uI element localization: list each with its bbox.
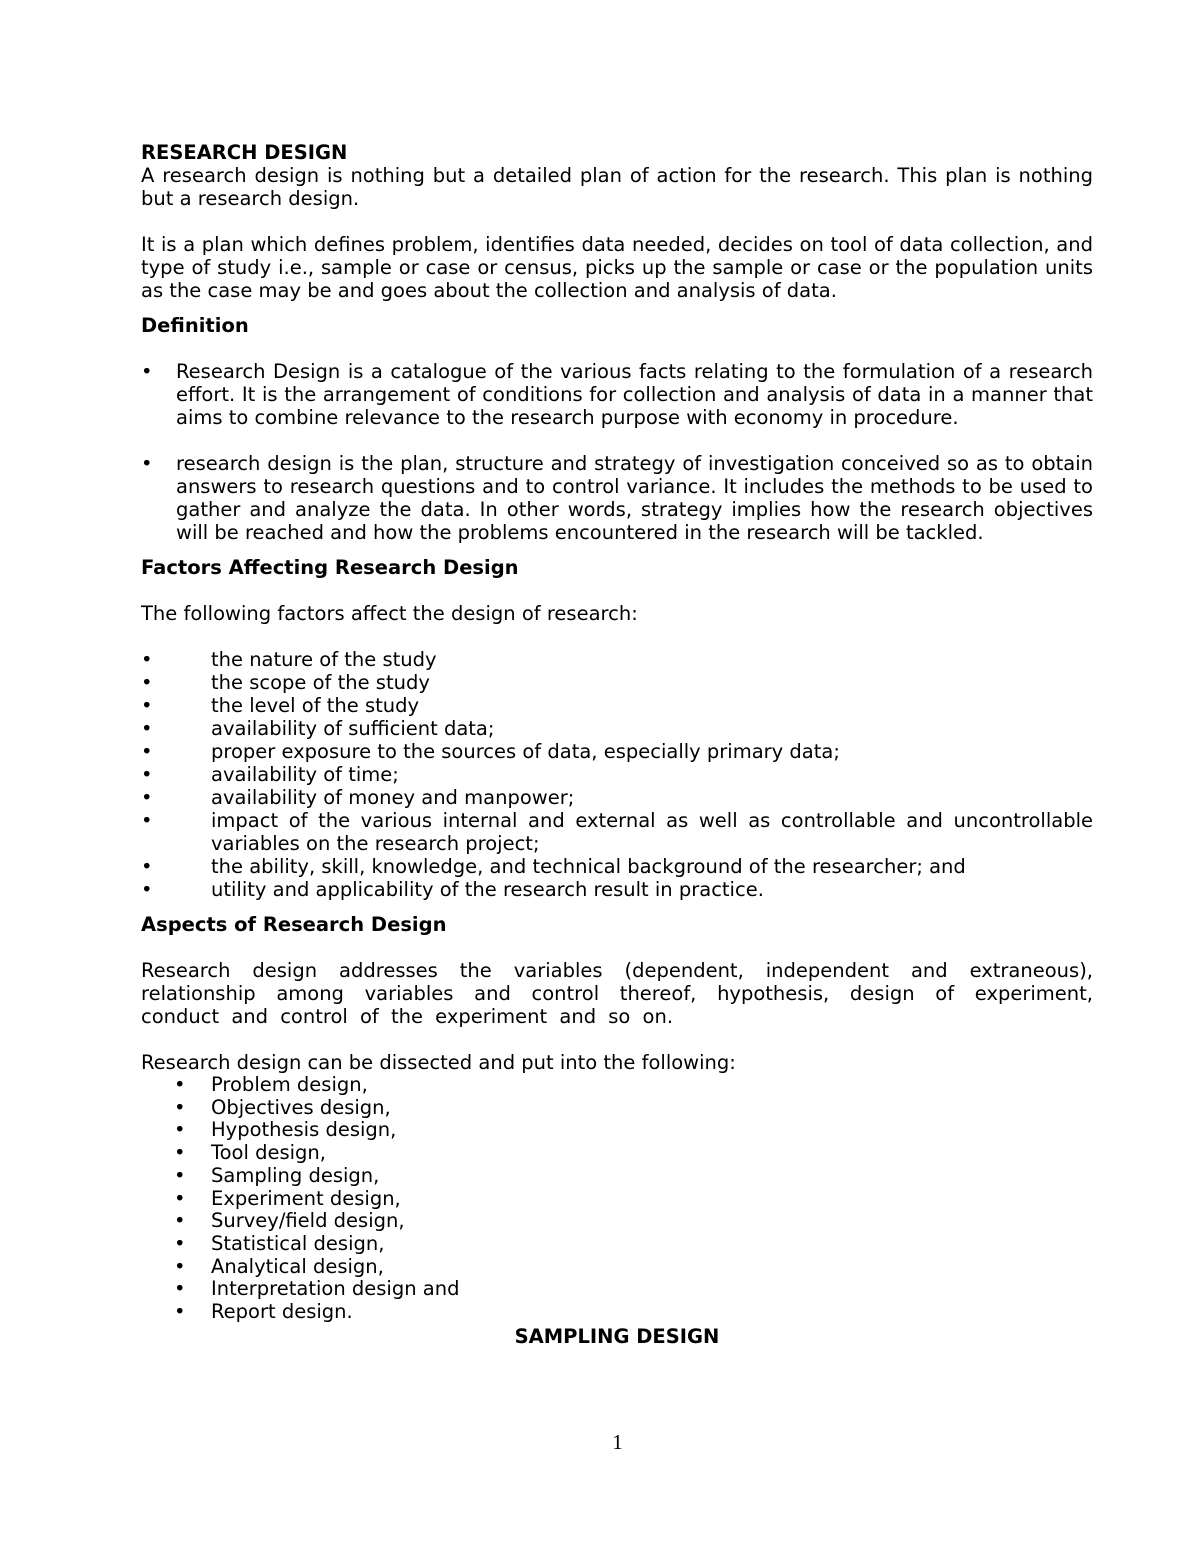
list-item [141,671,1093,694]
list-item [141,1210,1093,1233]
list-item [141,1188,1093,1211]
list-item [141,809,1093,855]
intro-paragraph-1: A research design is nothing but a detailed plan of action for the research. This plan is nothing but a research design. [141,164,1093,210]
factors-heading: Factors Affecting Research Design [141,556,519,579]
list-item [141,452,1093,544]
bullet-icon: • [174,1141,186,1165]
aspect-text: Experiment design, [211,1186,401,1210]
aspect-text: Statistical design, [211,1231,385,1255]
aspects-paragraph: Research design addresses the variables (dependent, independent and extraneous), relationship among variables and control thereof, hypothesis, design of experiment, conduct and control of the experiment and so on. [141,959,1093,1028]
list-item [141,1233,1093,1256]
list-item [141,1074,1093,1097]
bullet-icon: • [141,648,153,671]
document-page [141,141,1093,1348]
aspect-text: Interpretation design and [211,1277,460,1301]
definition-heading: Definition [141,314,249,337]
list-item [141,1142,1093,1165]
aspects-heading: Aspects of Research Design [141,913,447,936]
definition-text: Research Design is a catalogue of the various facts relating to the formulation of a research effort. It is the arrangement of conditions for collection and analysis of data in a manner that aims to combine relevance to the research purpose with economy in procedure. [176,360,1093,429]
factor-text: availability of sufficient data; [211,717,495,740]
factor-text: utility and applicability of the research result in practice. [211,878,764,901]
list-item [141,1165,1093,1188]
bullet-icon: • [174,1186,186,1210]
bullet-icon: • [174,1118,186,1142]
factor-text: the nature of the study [211,648,437,671]
bullet-icon: • [174,1095,186,1119]
aspect-text: Objectives design, [211,1095,391,1119]
list-item [141,1119,1093,1142]
bullet-icon: • [141,717,153,740]
aspect-text: Sampling design, [211,1163,380,1187]
bullet-icon: • [141,694,153,717]
bullet-icon: • [174,1073,186,1096]
aspect-text: Survey/field design, [211,1209,405,1233]
bullet-icon: • [174,1209,186,1233]
aspects-lead: Research design can be dissected and put into the following: [141,1051,736,1074]
factors-list [141,648,1093,901]
aspects-list [141,1074,1093,1324]
document-title: RESEARCH DESIGN [141,141,348,164]
list-item [141,740,1093,763]
bullet-icon: • [141,878,153,901]
bullet-icon: • [174,1277,186,1301]
list-item [141,1301,1093,1324]
bullet-icon: • [141,671,153,694]
bullet-icon: • [174,1300,186,1324]
list-item [141,1097,1093,1120]
list-item [141,763,1093,786]
list-item [141,648,1093,671]
bullet-icon: • [141,855,153,878]
factor-text: availability of time; [211,763,399,786]
bullet-icon: • [141,740,153,763]
list-item [141,855,1093,878]
list-item [141,786,1093,809]
factor-text: the ability, skill, knowledge, and technical background of the researcher; and [211,855,966,878]
aspect-text: Analytical design, [211,1254,384,1278]
factors-lead: The following factors affect the design of research: [141,602,638,625]
intro-paragraph-2: It is a plan which defines problem, identifies data needed, decides on tool of data collection, and type of study i.e., sample or case or census, picks up the sample or case or the population units as the case may be and goes about the collection and analysis of data. [141,233,1093,302]
factor-text: the scope of the study [211,671,430,694]
factor-text: availability of money and manpower; [211,786,575,809]
list-item [141,1278,1093,1301]
aspect-text: Problem design, [211,1073,368,1096]
factor-text: impact of the various internal and external as well as controllable and uncontrollable variables on the research project; [211,809,1093,855]
list-item [141,360,1093,429]
page-number: 1 [612,1430,623,1454]
definition-text: research design is the plan, structure and strategy of investigation conceived so as to obtain answers to research questions and to control variance. It includes the methods to be used to gather and analyze the data. In other words, strategy implies how the research objectives will be reached and how the problems encountered in the research will be tackled. [176,452,1093,544]
bullet-icon: • [174,1254,186,1278]
aspect-text: Report design. [211,1300,353,1324]
bullet-icon: • [141,360,153,383]
list-item [141,1256,1093,1279]
bullet-icon: • [174,1163,186,1187]
bullet-icon: • [174,1231,186,1255]
factor-text: proper exposure to the sources of data, especially primary data; [211,740,840,763]
bullet-icon: • [141,452,153,475]
factor-text: the level of the study [211,694,420,717]
bullet-icon: • [141,809,153,832]
sampling-design-heading: SAMPLING DESIGN [514,1324,720,1348]
bullet-icon: • [141,786,153,809]
list-item [141,717,1093,740]
aspect-text: Tool design, [211,1141,326,1165]
list-item [141,878,1093,901]
list-item [141,694,1093,717]
aspect-text: Hypothesis design, [211,1118,397,1142]
definition-list [141,360,1093,544]
bullet-icon: • [141,763,153,786]
